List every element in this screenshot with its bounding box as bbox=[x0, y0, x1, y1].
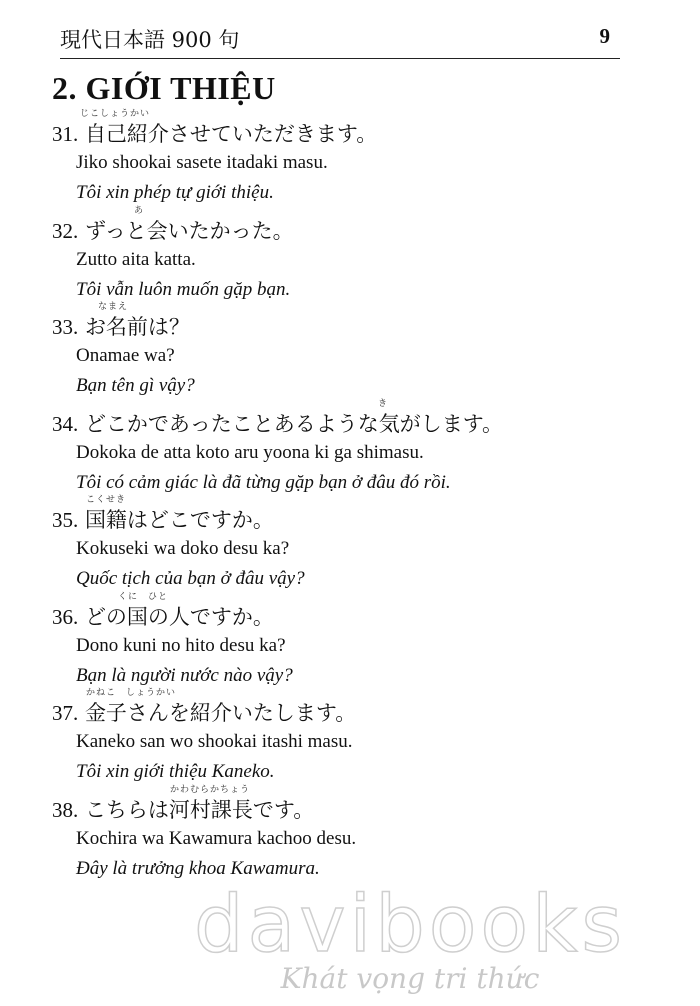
entry-number: 36. bbox=[52, 604, 79, 629]
phrase-entry bbox=[52, 496, 652, 593]
furigana: かねこ しょうかい bbox=[86, 688, 177, 698]
romaji-text: Onamae wa? bbox=[76, 345, 175, 366]
romaji-text: Kokuseki wa doko desu ka? bbox=[76, 538, 290, 559]
phrase-entry bbox=[52, 593, 652, 690]
furigana: じこしょうかい bbox=[80, 109, 151, 119]
phrase-list bbox=[52, 110, 652, 882]
phrase-entry bbox=[52, 110, 652, 207]
japanese-sentence bbox=[52, 410, 503, 438]
entry-number: 33. bbox=[52, 315, 79, 339]
japanese-sentence bbox=[52, 120, 377, 148]
vietnamese-translation: Bạn là người nước nào vậy? bbox=[76, 664, 293, 686]
romaji-text: Jiko shookai sasete itadaki masu. bbox=[76, 152, 328, 173]
japanese-sentence bbox=[52, 217, 294, 245]
furigana: あ bbox=[134, 205, 145, 216]
japanese-text: ずっと会いたかった。 bbox=[84, 218, 294, 243]
page-header bbox=[60, 18, 620, 59]
japanese-text: 自己紹介させていただきます。 bbox=[84, 122, 378, 146]
watermark-brand: davibooks bbox=[194, 880, 626, 970]
entry-number: 38. bbox=[52, 797, 79, 822]
japanese-sentence bbox=[52, 796, 314, 824]
romaji-text: Kochira wa Kawamura kachoo desu. bbox=[76, 827, 357, 849]
japanese-text: お名前は？ bbox=[84, 315, 190, 339]
romaji-text: Zutto aita katta. bbox=[76, 248, 196, 270]
watermark-tagline: Khát vọng tri thức bbox=[280, 962, 540, 995]
phrase-entry bbox=[52, 303, 652, 400]
section-title: 2. GIỚI THIỆU bbox=[52, 70, 276, 106]
japanese-sentence bbox=[52, 313, 190, 341]
page-number: 9 bbox=[599, 24, 610, 48]
japanese-sentence bbox=[52, 506, 274, 534]
vietnamese-translation: Đây là trưởng khoa Kawamura. bbox=[76, 857, 320, 879]
furigana: こくせき bbox=[86, 495, 127, 505]
japanese-sentence bbox=[52, 699, 356, 727]
furigana: き bbox=[378, 398, 389, 409]
entry-number: 37. bbox=[52, 701, 79, 725]
romaji-text: Kaneko san wo shookai itashi masu. bbox=[76, 731, 353, 752]
japanese-sentence bbox=[52, 603, 274, 631]
vietnamese-translation: Tôi xin phép tự giới thiệu. bbox=[76, 182, 274, 203]
vietnamese-translation: Tôi xin giới thiệu Kaneko. bbox=[76, 761, 275, 782]
vietnamese-translation: Tôi có cảm giác là đã từng gặp bạn ở đâu đó rồi. bbox=[76, 471, 451, 493]
vietnamese-translation: Bạn tên gì vậy? bbox=[76, 375, 195, 396]
japanese-text: 金子さんを紹介いたします。 bbox=[84, 701, 357, 725]
furigana: くに ひと bbox=[118, 591, 169, 602]
vietnamese-translation: Quốc tịch của bạn ở đâu vậy? bbox=[76, 568, 305, 589]
romaji-text: Dono kuni no hito desu ka? bbox=[76, 634, 286, 656]
phrase-entry bbox=[52, 207, 652, 304]
furigana: かわむらかちょう bbox=[170, 784, 251, 795]
book-title: 現代日本語 900 句 bbox=[60, 28, 240, 52]
phrase-entry bbox=[52, 786, 652, 883]
entry-number: 35. bbox=[52, 508, 79, 532]
japanese-text: 国籍はどこですか。 bbox=[84, 508, 274, 532]
romaji-text: Dokoka de atta koto aru yoona ki ga shimasu. bbox=[76, 441, 424, 463]
phrase-entry bbox=[52, 689, 652, 786]
entry-number: 34. bbox=[52, 411, 79, 436]
vietnamese-translation: Tôi vẫn luôn muốn gặp bạn. bbox=[76, 278, 291, 300]
japanese-text: こちらは河村課長です。 bbox=[84, 797, 315, 822]
entry-number: 31. bbox=[52, 122, 79, 146]
japanese-text: どの国の人ですか。 bbox=[84, 604, 274, 629]
phrase-entry bbox=[52, 400, 652, 497]
entry-number: 32. bbox=[52, 218, 79, 243]
japanese-text: どこかであったことあるような気がします。 bbox=[84, 411, 504, 436]
furigana: なまえ bbox=[98, 302, 129, 312]
